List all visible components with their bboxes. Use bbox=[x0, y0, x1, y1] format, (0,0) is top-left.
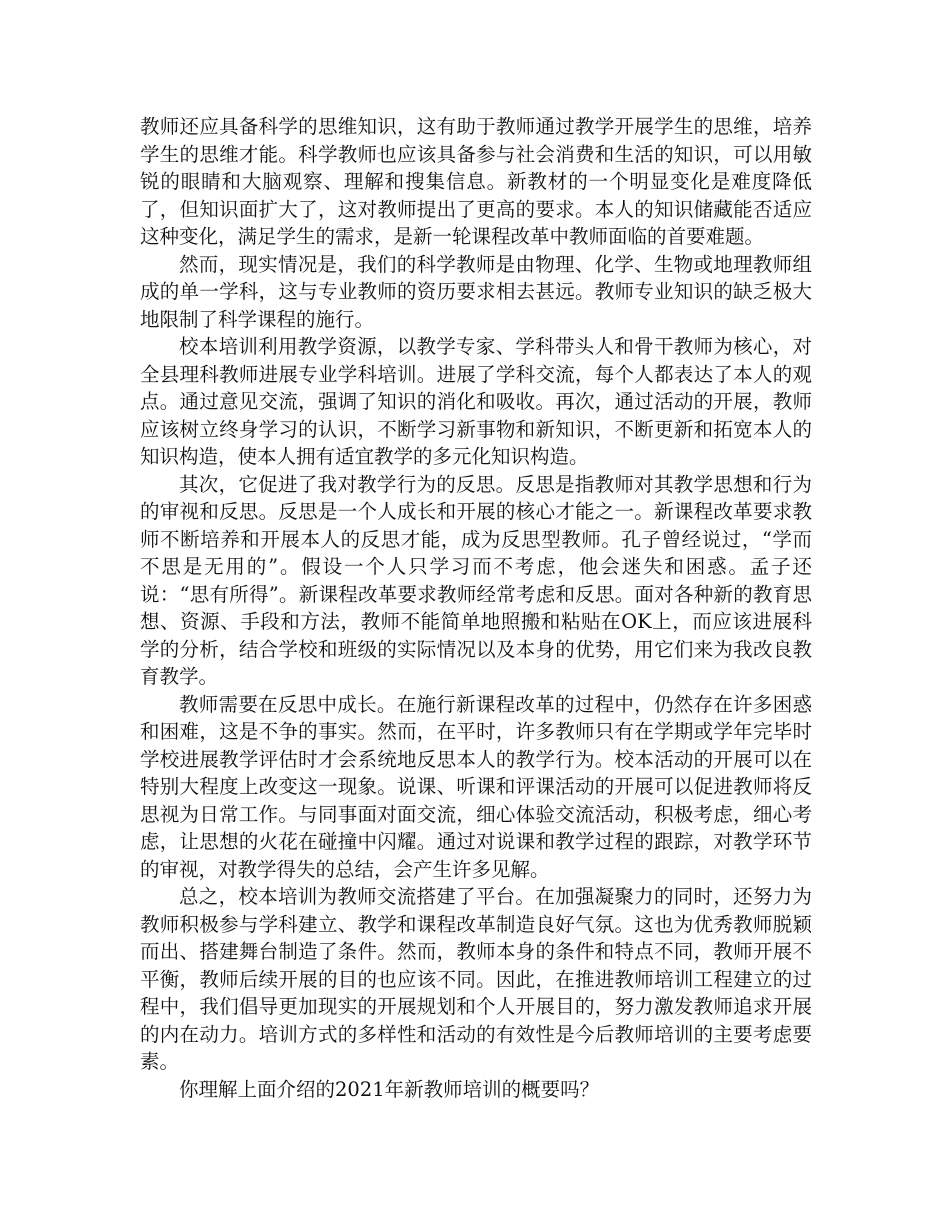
paragraph-closing-question: 你理解上面介绍的2021年新教师培训的概要吗？ bbox=[179, 1077, 600, 1101]
paragraph-conclusion: 总之，校本培训为教师交流搭建了平台。在加强凝聚力的同时，还努力为教师积极参与学科建立、教学和课程改革制造良好气氛。这也为优秀教师脱颖而出、搭建舞台制造了条件。然而，教师本身的条件和特点不同，教师开展不平衡，教师后续开展的目的也应该不同。因此，在推进教师培训工程建立的过程中，我们倡导更加现实的开展规划和个人开展目的，努力激发教师追求开展的内在动力。培训方式的多样性和活动的有效性是今后教师培训的主要考虑要素。 bbox=[140, 885, 812, 1073]
paragraph-current-situation: 然而，现实情况是，我们的科学教师是由物理、化学、生物或地理教师组成的单一学科，这与专业教师的资历要求相去甚远。教师专业知识的缺乏极大地限制了科学课程的施行。 bbox=[140, 252, 812, 331]
document-body bbox=[140, 113, 812, 1103]
paragraph-knowledge-requirements: 教师还应具备科学的思维知识，这有助于教师通过教学开展学生的思维，培养学生的思维才能。科学教师也应该具备参与社会消费和生活的知识，可以用敏锐的眼睛和大脑观察、理解和搜集信息。新教材的一个明显变化是难度降低了，但知识面扩大了，这对教师提出了更高的要求。本人的知识储藏能否适应这种变化，满足学生的需求，是新一轮课程改革中教师面临的首要难题。 bbox=[140, 115, 812, 248]
paragraph-school-training: 校本培训利用教学资源，以教学专家、学科带头人和骨干教师为核心，对全县理科教师进展专业学科培训。进展了学科交流，每个人都表达了本人的观点。通过意见交流，强调了知识的消化和吸收。再次，通过活动的开展，教师应该树立终身学习的认识，不断学习新事物和新知识，不断更新和拓宽本人的知识构造，使本人拥有适宜教学的多元化知识构造。 bbox=[140, 335, 812, 468]
paragraph-growth-in-reflection: 教师需要在反思中成长。在施行新课程改革的过程中，仍然存在许多困惑和困难，这是不争的事实。然而，在平时，许多教师只有在学期或学年完毕时学校进展教学评估时才会系统地反思本人的教学行为。校本活动的开展可以在特别大程度上改变这一现象。说课、听课和评课活动的开展可以促进教师将反思视为日常工作。与同事面对面交流，细心体验交流活动，积极考虑，细心考虑，让思想的火花在碰撞中闪耀。通过对说课和教学过程的跟踪，对教学环节的审视，对教学得失的总结，会产生许多见解。 bbox=[140, 692, 812, 881]
paragraph-reflection: 其次，它促进了我对教学行为的反思。反思是指教师对其教学思想和行为的审视和反思。反思是一个人成长和开展的核心才能之一。新课程改革要求教师不断培养和开展本人的反思才能，成为反思型教师。孔子曾经说过，“学而不思是无用的”。假设一个人只学习而不考虑，他会迷失和困惑。孟子还说：“思有所得”。新课程改革要求教师经常考虑和反思。面对各种新的教育思想、资源、手段和方法，教师不能简单地照搬和粘贴在OK上，而应该进展科学的分析，结合学校和班级的实际情况以及本身的优势，用它们来为我改良教育教学。 bbox=[140, 472, 812, 688]
